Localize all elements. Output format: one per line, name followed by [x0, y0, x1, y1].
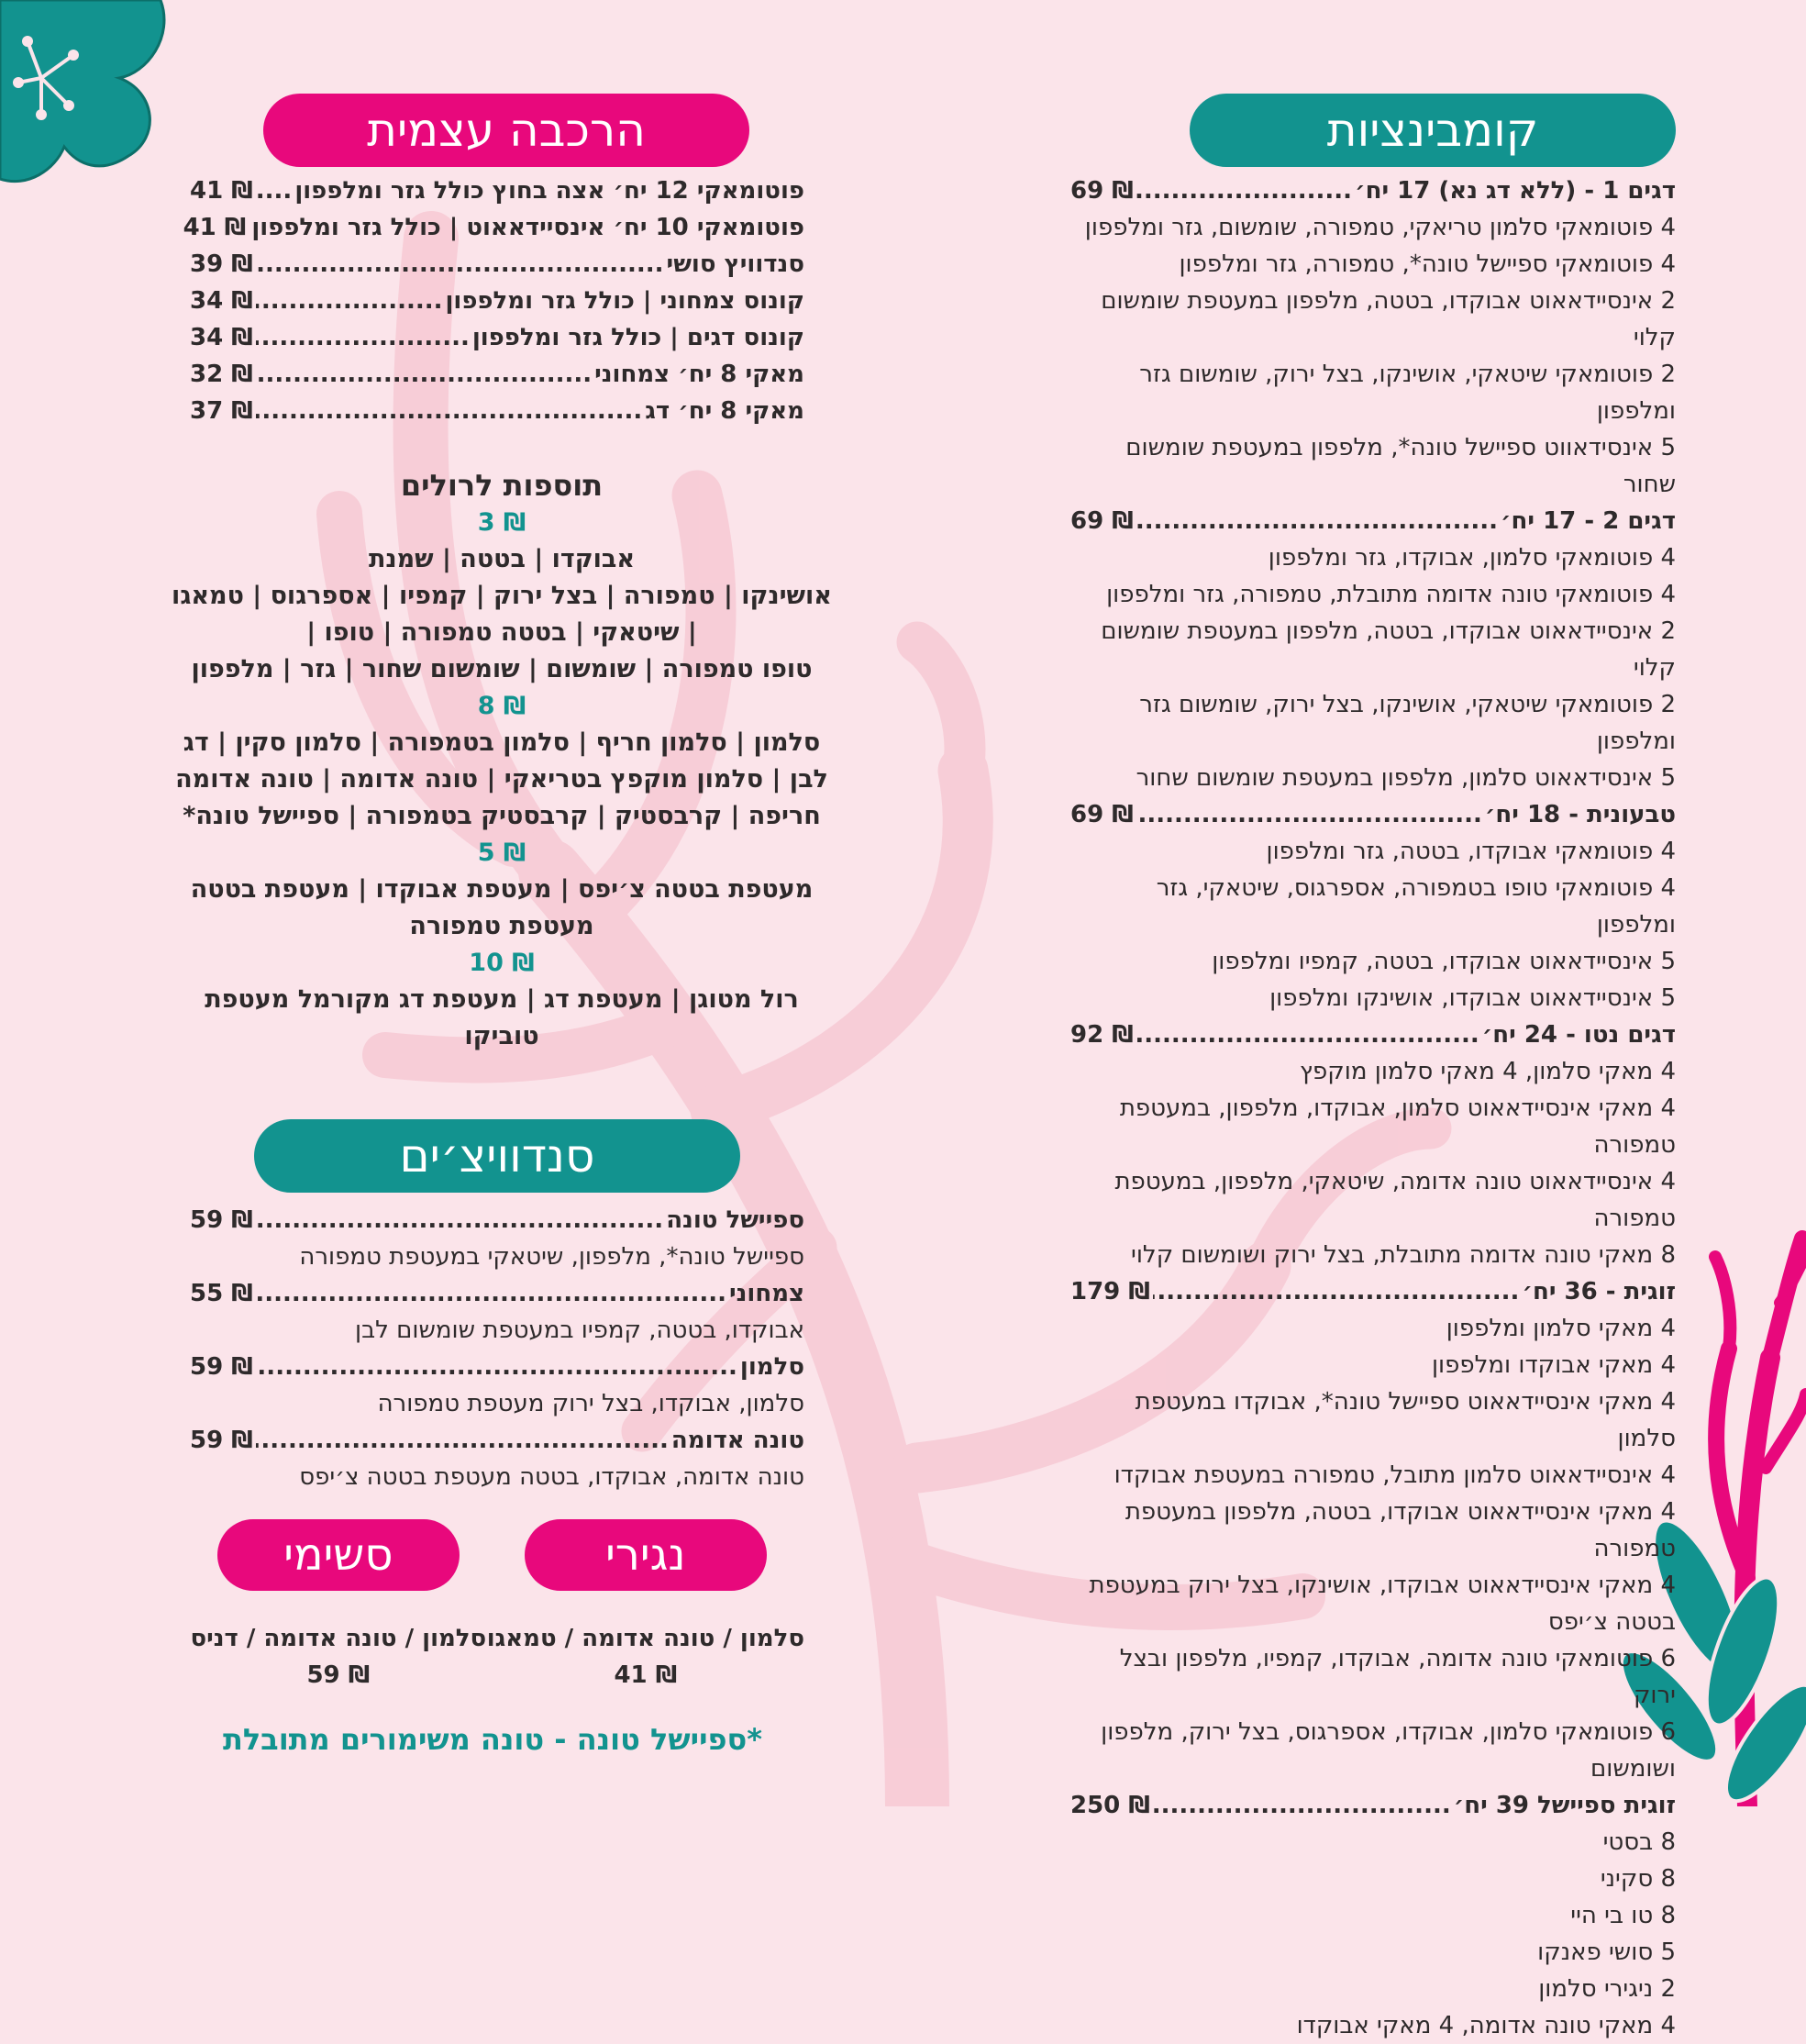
sandwiches-list: [190, 1202, 804, 1495]
combo-line: 4 פוטומאקי ספיישל טונה*, טמפורה, גזר ומלפפון: [1179, 250, 1676, 278]
combo-line: 4 פוטומאקי סלמון טריאקי, טמפורה, שומשום, גזר ומלפפון: [1084, 214, 1676, 241]
item-price: 34 ₪: [190, 324, 253, 351]
item-name: סנדוויץ סושי: [666, 250, 804, 278]
sandwich-description: ספיישל טונה*, מלפפון, שיטאקי במעטפת טמפורה: [299, 1243, 804, 1271]
combo-header-row: [1070, 503, 1676, 539]
combo-line: 4 מאקי אינסייד‎אאוט אבוקדו, אושינקו, בצל ירוק במעטפת בטטה צ׳יפס: [1089, 1572, 1676, 1636]
item-price: 34 ₪: [190, 287, 253, 315]
item-price: 39 ₪: [190, 250, 253, 278]
sandwich-row: [190, 1349, 804, 1385]
item-price: 55 ₪: [190, 1280, 253, 1307]
item-price: 179 ₪: [1070, 1278, 1150, 1305]
combo-line: 5 אינסייד‎אאוט אבוקדו, אושינקו ומלפפון: [1269, 984, 1676, 1012]
combo-line: 4 מאקי אינסייד‎אאוט אבוקדו, בטטה, מלפפון במעטפת טמפורה: [1125, 1498, 1676, 1562]
dot-leader: [1153, 1273, 1520, 1310]
item-name: קונוס דגים | כולל גזר ומלפפון: [471, 324, 804, 351]
combo-line: 5 אינסידאאוט סלמון, מלפפון במעטפת שומשום שחור: [1136, 764, 1676, 792]
dot-leader: [1136, 172, 1352, 209]
dot-leader: [256, 1202, 663, 1239]
flower-icon: [0, 0, 164, 182]
item-price: 92 ₪: [1070, 1021, 1134, 1049]
combo-line: 4 אינסייד‎אאוט טונה אדומה, שיטאקי, מלפפון, במעטפת טמפורה: [1114, 1168, 1676, 1232]
combo-line: 4 פוטומאקי סלמון, אבוקדו, גזר ומלפפון: [1268, 544, 1676, 572]
addon-tier-price: 5 ₪: [477, 839, 526, 867]
combo-line: 5 סושי פאנקו: [1537, 1938, 1676, 1966]
item-price: 37 ₪: [190, 397, 253, 425]
addon-tiers: [162, 505, 841, 1055]
item-price: 32 ₪: [190, 361, 253, 388]
combo-line: 4 פוטומאקי אבוקדו, בטטה, גזר ומלפפון: [1266, 838, 1676, 865]
combo-line: 8 מאקי טונה אדומה מתובלת, בצל ירוק ושומשום קלוי: [1131, 1241, 1676, 1269]
combo-line: 4 מאקי אינסייד‎אאוט ספיישל טונה*, אבוקדו במעטפת סלמון: [1135, 1388, 1676, 1452]
item-name: דגים נטו - 24 יח׳: [1481, 1021, 1676, 1049]
item-name: טבעונית - 18 יח׳: [1484, 801, 1676, 828]
combo-line: 4 מאקי אינסייד‎אאוט סלמון, אבוקדו, מלפפון, במעטפת טמפורה: [1119, 1094, 1676, 1159]
addon-tier-price: 8 ₪: [477, 692, 526, 720]
combo-line: 6 פוטומאקי טונה אדומה, אבוקדו, קמפיו, מלפפון ובצל ירוק: [1119, 1645, 1676, 1709]
item-price: 41 ₪: [190, 177, 253, 205]
addon-tier-price: 3 ₪: [477, 508, 526, 537]
nigiri-section: [487, 1519, 804, 1694]
nigiri-sashimi-row: [190, 1519, 804, 1694]
combo-line: 5 אינסייד‎אאוט אבוקדו, בטטה, קמפיו ומלפפון: [1212, 948, 1676, 975]
combo-line: 2 ניגירי סלמון: [1538, 1975, 1676, 2003]
item-name: דגים 2 - 17 יח׳: [1500, 507, 1676, 535]
item-name: פוטומאקי 10 יח׳ אינסייד‎אאוט | כולל גזר ומלפפון: [251, 214, 804, 241]
combination-groups: [1070, 172, 1676, 2044]
addon-tier-items: סלמון | סלמון חריף | סלמון בטמפורה | סלמון סקין | דג לבן | סלמון מוקפץ בטריאקי | טונה אדומה | טונה אדומה חריפה | קרבסטיק | קרבסטיק בטמפורה | ספיישל טונה*: [175, 728, 828, 830]
roll-addons-title: תוספות לרולים: [400, 468, 604, 503]
dot-leader: [256, 1422, 669, 1459]
combo-line: 4 פוטומאקי טונה אדומה מתובלת, טמפורה, גזר ומלפפון: [1106, 581, 1676, 608]
nigiri-options: סלמון / טונה אדומה / טמאגו: [486, 1625, 804, 1652]
dot-leader: [256, 1349, 737, 1385]
self-build-row: [183, 209, 804, 246]
left-column: [162, 94, 841, 1758]
sandwich-row: [190, 1202, 804, 1239]
addon-tier-price: 10 ₪: [469, 949, 535, 977]
self-build-row: [190, 283, 804, 319]
item-name: סלמון: [739, 1353, 804, 1381]
combo-line: 4 מאקי טונה אדומה, 4 מאקי אבוקדו: [1296, 2012, 1676, 2039]
item-price: 250 ₪: [1070, 1792, 1150, 1819]
item-name: דגים 1 - (ללא דג נא) 17 יח׳: [1355, 177, 1676, 205]
item-name: צמחוני: [728, 1280, 804, 1307]
self-build-row: [190, 172, 804, 209]
nigiri-title: נגירי: [525, 1519, 767, 1591]
item-price: 69 ₪: [1070, 177, 1134, 205]
combo-line: 8 בסטי: [1602, 1828, 1676, 1856]
item-name: ספיישל טונה: [666, 1206, 804, 1234]
dot-leader: [256, 1275, 726, 1312]
combo-header-row: [1070, 172, 1676, 209]
self-build-row: [190, 319, 804, 356]
dot-leader: [1153, 1787, 1451, 1824]
item-name: קונוס צמחוני | כולל גזר ומלפפון: [445, 287, 804, 315]
sandwich-row: [190, 1275, 804, 1312]
combo-header-row: [1070, 1787, 1676, 1824]
item-name: פוטומאקי 12 יח׳ אצה בחוץ כולל גזר ומלפפון: [294, 177, 804, 205]
addon-tier-items: מעטפת בטטה צ׳יפס | מעטפת אבוקדו | מעטפת בטטה מעטפת טמפורה: [190, 875, 814, 940]
sandwich-row: [190, 1422, 804, 1459]
sandwich-description: סלמון, אבוקדו, בצל ירוק מעטפת טמפורה: [377, 1390, 804, 1417]
self-build-row: [190, 356, 804, 393]
addon-tier-items: רול מטוגן | מעטפת דג | מעטפת דג מקורמל מעטפת טוביקו: [205, 985, 799, 1050]
item-price: 59 ₪: [190, 1206, 253, 1234]
item-name: זוגית ספיישל 39 יח׳: [1453, 1792, 1676, 1819]
addon-tier-items: אבוקדו | בטטה | שמנת אושינקו | טמפורה | בצל ירוק | קמפיו | אספרגוס | טמאגו | שיטאקי | בטטה טמפורה | טופו | טופו טמפורה | שומשום | שומשום שחור | גזר | מלפפון: [172, 545, 832, 683]
item-price: 69 ₪: [1070, 801, 1134, 828]
sashimi-options: סלמון / טונה אדומה / דניס: [190, 1625, 487, 1652]
combo-line: 5 אינסידאווט ספיישל טונה*, מלפפון במעטפת שומשום שחור: [1125, 434, 1676, 498]
self-build-row: [190, 393, 804, 429]
self-build-list: [183, 172, 804, 429]
combo-line: 2 אינסייד‎אאוט אבוקדו, בטטה, מלפפון במעטפת שומשום קלוי: [1101, 617, 1676, 682]
self-build-title: הרכבה עצמית: [263, 94, 749, 167]
combo-line: 4 מאקי אבוקדו ומלפפון: [1431, 1351, 1676, 1379]
combo-line: 2 פוטומאקי שיטאקי, אושינקו, בצל ירוק, שומשום גזר ומלפפון: [1139, 361, 1676, 425]
dot-leader: [256, 172, 293, 209]
dot-leader: [256, 393, 642, 429]
combo-line: 2 פוטומאקי שיטאקי, אושינקו, בצל ירוק, שומשום גזר ומלפפון: [1139, 691, 1676, 755]
combinations-section: [1070, 94, 1676, 2044]
combo-line: 4 פוטומאקי טופו בטמפורה, אספרגוס, שיטאקי, גזר ומלפפון: [1156, 874, 1676, 939]
item-price: 69 ₪: [1070, 507, 1134, 535]
dot-leader: [256, 246, 664, 283]
combo-line: 8 סקיני: [1600, 1865, 1676, 1893]
item-name: טונה אדומה: [670, 1427, 804, 1454]
combinations-title: קומבינציות: [1190, 94, 1676, 167]
sashimi-price: 59 ₪: [306, 1661, 371, 1689]
dot-leader: [256, 356, 592, 393]
sandwich-description: טונה אדומה, אבוקדו, בטטה מעטפת בטטה צ׳יפס: [299, 1463, 804, 1491]
combo-header-row: [1070, 796, 1676, 833]
item-name: זוגית - 36 יח׳: [1522, 1278, 1676, 1305]
roll-addons-section: [162, 466, 841, 1055]
combo-line: 4 מאקי סלמון, 4 מאקי סלמון מוקפץ: [1300, 1058, 1676, 1085]
footnote: *ספיישל טונה - טונה משימורים מתובלת: [222, 1722, 763, 1757]
combo-line: 4 אינסייד‎אאוט סלמון מתובל, טמפורה במעטפת אבוקדו: [1114, 1461, 1676, 1489]
item-name: מאקי 8 יח׳ צמחוני: [594, 361, 804, 388]
dot-leader: [1136, 1016, 1479, 1053]
item-price: 59 ₪: [190, 1427, 253, 1454]
sashimi-section: [190, 1519, 487, 1694]
combo-header-row: [1070, 1016, 1676, 1053]
dot-leader: [256, 283, 443, 319]
dot-leader: [1136, 796, 1482, 833]
combo-line: 8 טו בי היי: [1570, 1902, 1676, 1929]
dot-leader: [1136, 503, 1498, 539]
combo-line: 2 אינסיידאאוט אבוקדו, בטטה, מלפפון במעטפת שומשום קלוי: [1101, 287, 1676, 351]
sandwiches-title: סנדוויצ׳ים: [254, 1119, 740, 1193]
dot-leader: [256, 319, 470, 356]
combo-line: 4 מאקי סלמון ומלפפון: [1446, 1315, 1676, 1342]
sashimi-title: סשימי: [217, 1519, 460, 1591]
combo-header-row: [1070, 1273, 1676, 1310]
combo-line: 6 פוטומאקי סלמון, אבוקדו, אספרגוס, בצל ירוק, מלפפון ושומשום: [1101, 1718, 1676, 1783]
item-price: 59 ₪: [190, 1353, 253, 1381]
nigiri-price: 41 ₪: [614, 1661, 678, 1689]
item-name: מאקי 8 יח׳ דג: [645, 397, 804, 425]
sandwich-description: אבוקדו, בטטה, קמפיו במעטפת שומשום לבן: [354, 1316, 804, 1344]
item-price: 41 ₪: [183, 214, 247, 241]
self-build-row: [190, 246, 804, 283]
